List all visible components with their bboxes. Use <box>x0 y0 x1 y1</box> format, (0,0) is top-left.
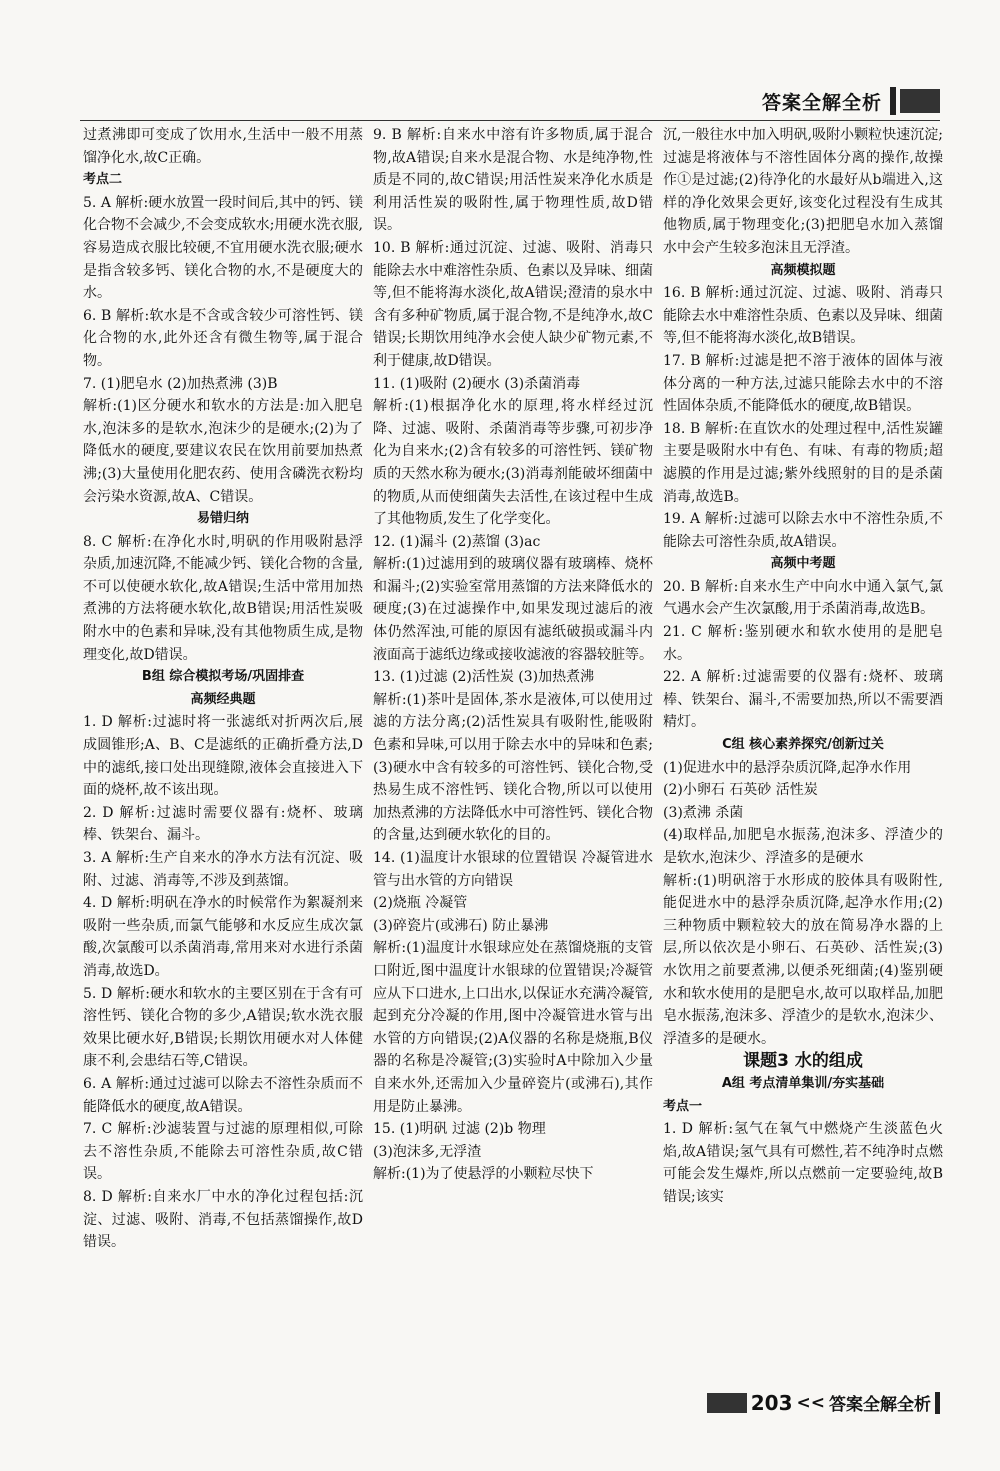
answer-paragraph: 15. (1)明矾 过滤 (2)b 物理 <box>373 1121 546 1138</box>
answer-paragraph: 解析:(1)温度计水银球应处在蒸馏烧瓶的支管口附近,图中温度计水银球的位置错误;冷凝管应从下口进水,上口出水,以保证水充满冷凝管,起到充分冷凝的作用,图中冷凝管进水管与出水管的方向错误;(2)A仪器的名称是烧瓶,B仪器的名称是冷凝管;(3)实验时A中除加入少量自来水外,还需加入少量碎瓷片(或沸石),其作用是防止暴沸。 <box>373 940 653 1115</box>
answer-page <box>78 124 948 1374</box>
answer-paragraph: 解析:(1)根据净化水的原理,将水样经过沉降、过滤、吸附、杀菌消毒等步骤,可初步净化为自来水;(2)含有较多的可溶性钙、镁矿物质的天然水称为硬水;(3)消毒剂能破坏细菌中的物质,从而使细菌失去活性,在该过程中生成了其他物质,发生了化学变化。 <box>373 398 653 528</box>
answer-paragraph: 8. C 解析:在净化水时,明矾的作用吸附悬浮杂质,加速沉降,不能减少钙、镁化合物的含量,不可以使硬水软化,故A错误;生活中常用加热煮沸的方法将硬水软化,故B错误;用活性炭吸附水中的色素和异味,没有其他物质生成,是物理变化,故D错误。 <box>83 533 363 663</box>
answer-paragraph: 1. D 解析:氢气在氧气中燃烧产生淡蓝色火焰,故A错误;氢气具有可燃性,若不纯净时点燃可能会发生爆炸,所以点燃前一定要验纯,故B错误;该实 <box>663 1121 943 1205</box>
answer-paragraph: (1)促进水中的悬浮杂质沉降,起净水作用 <box>663 759 912 776</box>
page-number: 203 <box>750 1390 793 1415</box>
answer-paragraph: 5. A 解析:硬水放置一段时间后,其中的钙、镁化合物不会减少,不会变成软水;用硬水洗衣服,容易造成衣服比较硬,不宜用硬水洗衣服;硬水是指含较多钙、镁化合物的水,不是硬度大的水。 <box>83 194 363 302</box>
footer-box <box>707 1393 747 1413</box>
subsection-heading: A组 考点清单集训/夯实基础 <box>721 1075 885 1091</box>
answer-paragraph: 8. D 解析:自来水厂中水的净化过程包括:沉淀、过滤、吸附、消毒,不包括蒸馏操作,故D错误。 <box>83 1188 363 1251</box>
subsection-heading: B组 综合模拟考场/巩固排查 <box>141 669 305 685</box>
subsection-heading: 高频经典题 <box>190 691 256 707</box>
answer-paragraph: (3)泡沫多,无浮渣 <box>373 1143 482 1160</box>
answer-paragraph: 13. (1)过滤 (2)活性炭 (3)加热煮沸 <box>373 669 595 686</box>
answer-paragraph: 4. D 解析:明矾在净水的时候常作为絮凝剂来吸附一些杂质,而氯气能够和水反应生成次氯酸,次氯酸可以杀菌消毒,常用来对水进行杀菌消毒,故选D。 <box>83 895 363 979</box>
answer-paragraph: 过煮沸即可变成了饮用水,生活中一般不用蒸馏净化水,故C正确。 <box>83 127 363 166</box>
section-heading: 考点二 <box>83 172 123 188</box>
column-3 <box>658 124 948 1374</box>
answer-paragraph: (3)煮沸 杀菌 <box>663 804 744 821</box>
subsection-heading: C组 核心素养探究/创新过关 <box>722 737 884 753</box>
answer-paragraph: 12. (1)漏斗 (2)蒸馏 (3)ac <box>373 533 541 550</box>
answer-paragraph: (2)小卵石 石英砂 活性炭 <box>663 782 818 799</box>
answer-paragraph: (4)取样品,加肥皂水振荡,泡沫多、浮渣少的是软水,泡沫少、浮渣多的是硬水 <box>663 827 943 866</box>
column-1 <box>78 124 368 1374</box>
answer-paragraph: 解析:(1)茶叶是固体,茶水是液体,可以使用过滤的方法分离;(2)活性炭具有吸附性,能吸附色素和异味,可以用于除去水中的异味和色素;(3)硬水中含有较多的可溶性钙、镁化合物,受热易生成不溶性钙、镁化合物,所以可以使用加热煮沸的方法降低水中可溶性钙、镁化合物的含量,达到硬水软化的目的。 <box>373 691 653 844</box>
answer-paragraph: 11. (1)吸附 (2)硬水 (3)杀菌消毒 <box>373 375 581 392</box>
answer-paragraph: (3)碎瓷片(或沸石) 防止暴沸 <box>373 917 549 934</box>
answer-paragraph: 7. C 解析:沙滤装置与过滤的原理相似,可除去不溶性杂质,不能除去可溶性杂质,故C错误。 <box>83 1121 363 1183</box>
section-heading: 考点一 <box>663 1098 703 1114</box>
answer-paragraph: 20. B 解析:自来水生产中向水中通入氯气,氯气遇水会产生次氯酸,用于杀菌消毒,故选B。 <box>663 578 943 618</box>
header-rule <box>80 120 940 121</box>
answer-paragraph: 19. A 解析:过滤可以除去水中不溶性杂质,不能除去可溶性杂质,故A错误。 <box>663 511 943 550</box>
column-2 <box>368 124 658 1374</box>
answer-paragraph: 解析:(1)区分硬水和软水的方法是:加入肥皂水,泡沫多的是软水,泡沫少的是硬水;(2)为了降低水的硬度,要建议农民在饮用前要加热煮沸;(3)大量使用化肥农药、使用含磷洗衣粉均会污染水资源,故A、C错误。 <box>83 398 363 505</box>
answer-paragraph: 解析:(1)过滤用到的玻璃仪器有玻璃棒、烧杯和漏斗;(2)实验室常用蒸馏的方法来降低水的硬度;(3)在过滤操作中,如果发现过滤后的液体仍然浑浊,可能的原因有滤纸破损或漏斗内液面高于滤纸边缘或接收滤液的容器较脏等。 <box>373 556 653 663</box>
answer-paragraph: 3. A 解析:生产自来水的净水方法有沉淀、吸附、过滤、消毒等,不涉及到蒸馏。 <box>83 850 363 889</box>
answer-paragraph: 9. B 解析:自来水中溶有许多物质,属于混合物,故A错误;自来水是混合物、水是纯净物,性质是不同的,故C错误;用活性炭来净化水质是利用活性炭的吸附性,属于物理性质,故D错误。 <box>373 127 653 234</box>
header-title: 答案全解全析 <box>761 91 882 114</box>
answer-paragraph: 22. A 解析:过滤需要的仪器有:烧杯、玻璃棒、铁架台、漏斗,不需要加热,所以不需要酒精灯。 <box>663 669 943 731</box>
subsection-heading: 易错归纳 <box>196 511 249 527</box>
answer-paragraph: 5. D 解析:硬水和软水的主要区别在于含有可溶性钙、镁化合物的多少,A错误;软水洗衣服效果比硬水好,B错误;长期饮用硬水对人体健康不利,会患结石等,C错误。 <box>83 985 363 1070</box>
answer-paragraph: 16. B 解析:通过沉淀、过滤、吸附、消毒只能除去水中难溶性杂质、色素以及异味、细菌等,但不能将海水淡化,故B错误。 <box>663 285 943 347</box>
subsection-heading: 高频中考题 <box>770 556 836 572</box>
header <box>762 84 940 118</box>
answer-paragraph: 沉,一般往水中加入明矾,吸附小颗粒快速沉淀;过滤是将液体与不溶性固体分离的操作,故操作①是过滤;(2)待净化的水最好从b端进入,这样的净化效果会更好,该变化过程没有生成其他物质,属于物理变化;(3)把肥皂水加入蒸馏水中会产生较多泡沫且无浮渣。 <box>663 127 943 256</box>
answer-paragraph: 10. B 解析:通过沉淀、过滤、吸附、消毒只能除去水中难溶性杂质、色素以及异味、细菌等,但不能将海水淡化,故A错误;澄清的泉水中含有多种矿物质,属于混合物,不是纯净水,故C错误;长期饮用纯净水会使人缺少矿物元素,不利于健康,故D错误。 <box>373 239 653 369</box>
answer-paragraph: 2. D 解析:过滤时需要仪器有:烧杯、玻璃棒、铁架台、漏斗。 <box>83 804 363 844</box>
footer-bar <box>935 1392 940 1414</box>
answer-paragraph: 21. C 解析:鉴别硬水和软水使用的是肥皂水。 <box>663 624 943 663</box>
answer-paragraph: 6. B 解析:软水是不含或含较少可溶性钙、镁化合物的水,此外还含有微生物等,属于混合物。 <box>83 307 363 369</box>
answer-paragraph: 6. A 解析:通过过滤可以除去不溶性杂质而不能降低水的硬度,故A错误。 <box>83 1075 363 1115</box>
header-bar <box>890 87 896 115</box>
answer-paragraph: 17. B 解析:过滤是把不溶于液体的固体与液体分离的一种方法,过滤只能除去水中的不溶性固体杂质,不能降低水的硬度,故B错误。 <box>663 352 943 415</box>
footer-arrows: << <box>796 1392 825 1413</box>
answer-paragraph: 14. (1)温度计水银球的位置错误 冷凝管进水管与出水管的方向错误 <box>373 850 653 889</box>
footer <box>707 1390 940 1415</box>
chapter-title: 课题3 水的组成 <box>743 1051 863 1072</box>
answer-paragraph: 7. (1)肥皂水 (2)加热煮沸 (3)B <box>83 375 278 392</box>
answer-paragraph: 1. D 解析:过滤时将一张滤纸对折两次后,展成圆锥形;A、B、C是滤纸的正确折叠方法,D中的滤纸,接口处出现缝隙,液体会直接进入下面的烧杯,故不该出现。 <box>83 714 363 799</box>
answer-paragraph: 18. B 解析:在直饮水的处理过程中,活性炭罐主要是吸附水中有色、有味、有毒的物质;超滤膜的作用是过滤;紫外线照射的目的是杀菌消毒,故选B。 <box>663 420 943 505</box>
answer-paragraph: 解析:(1)明矾溶于水形成的胶体具有吸附性,能促进水中的悬浮杂质沉降,起净水作用;(2)三种物质中颗粒较大的放在简易净水器的上层,所以依次是小卵石、石英砂、活性炭;(3)水饮用之前要煮沸,以便杀死细菌;(4)鉴别硬水和软水使用的是肥皂水,故可以取样品,加肥皂水振荡,泡沫多、浮渣少的是软水,泡沫少、浮渣多的是硬水。 <box>663 872 943 1047</box>
header-box <box>900 89 940 113</box>
answer-paragraph: (2)烧瓶 冷凝管 <box>373 895 468 912</box>
subsection-heading: 高频模拟题 <box>770 262 836 278</box>
answer-paragraph: 解析:(1)为了使悬浮的小颗粒尽快下 <box>373 1166 594 1183</box>
footer-label: 答案全解全析 <box>829 1395 931 1415</box>
